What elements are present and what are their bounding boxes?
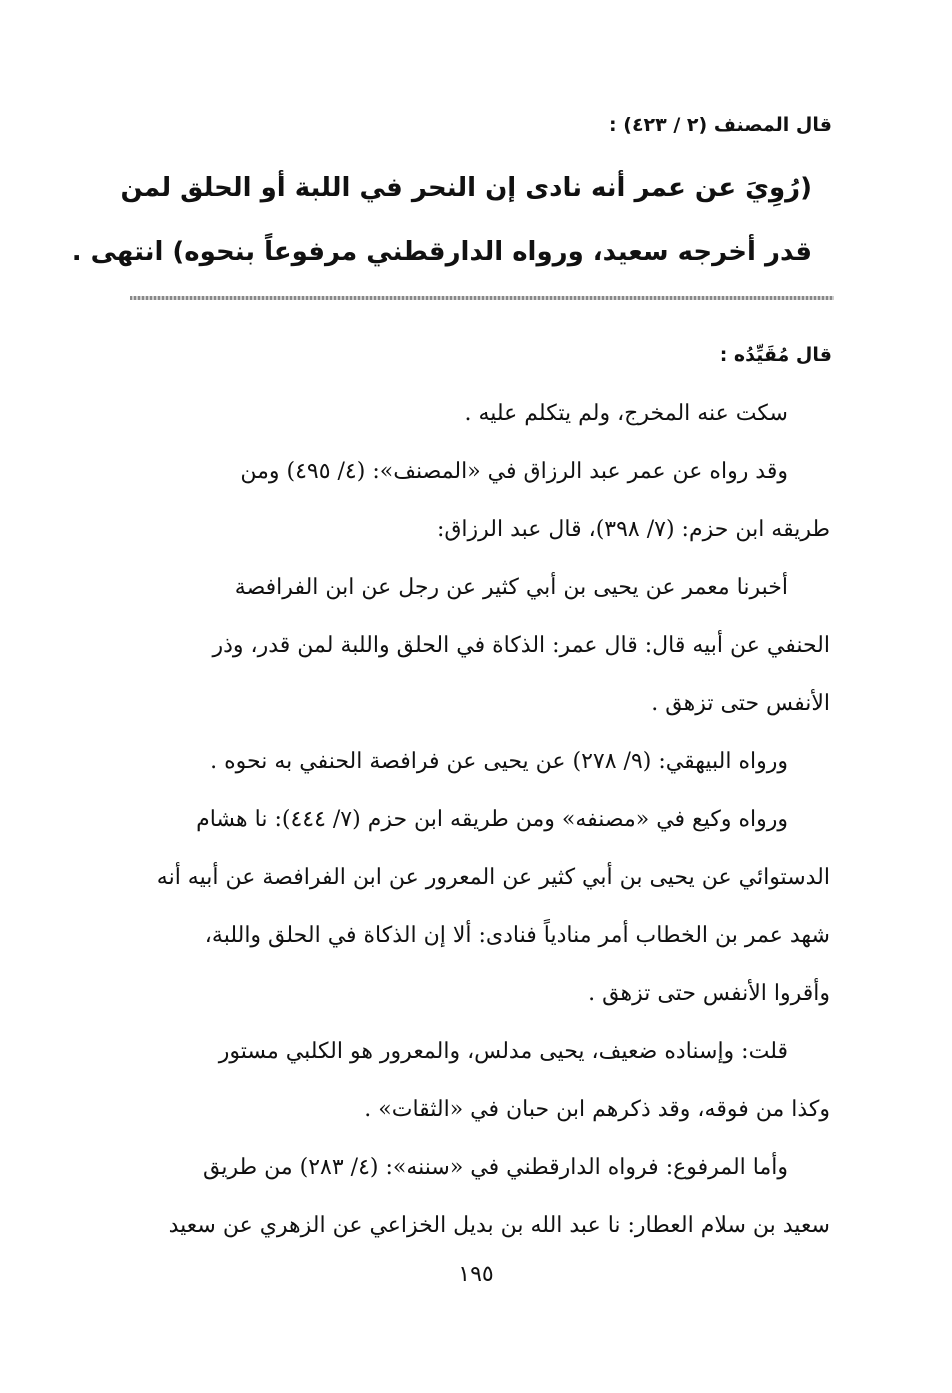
paragraph-line: وقد رواه عن عمر عبد الرزاق في «المصنف»: (٤/ ٤٩٥) ومن: [240, 459, 788, 484]
quote-line: قدر أخرجه سعيد، ورواه الدارقطني مرفوعاً بنحوه) انتهى .: [71, 237, 812, 267]
paragraph-line: وأقروا الأنفس حتى تزهق .: [588, 981, 830, 1006]
page-number: ١٩٥: [458, 1262, 494, 1287]
commentary-body: [130, 385, 830, 1255]
paragraph-line: وأما المرفوع: فرواه الدارقطني في «سننه»: (٤/ ٢٨٣) من طريق: [202, 1155, 788, 1180]
quoted-text: [71, 156, 812, 284]
paragraph-line: الحنفي عن أبيه قال: قال عمر: الذكاة في الحلق واللبة لمن قدر، وذر: [212, 633, 830, 658]
paragraph-line: الأنفس حتى تزهق .: [651, 691, 830, 716]
quote-line: (رُوِيَ عن عمر أنه نادى إن النحر في اللبة أو الحلق لمن: [120, 173, 812, 203]
paragraph-line: قلت: وإسناده ضعيف، يحيى مدلس، والمعرور هو الكلبي مستور: [218, 1039, 788, 1064]
paragraph-line: سكت عنه المخرج، ولم يتكلم عليه .: [464, 401, 788, 426]
paragraph-line: وكذا من فوقه، وقد ذكرهم ابن حبان في «الثقات» .: [364, 1097, 830, 1122]
section-divider: [130, 296, 834, 300]
paragraph-line: شهد عمر بن الخطاب أمر منادياً فنادى: ألا إن الذكاة في الحلق واللبة،: [204, 923, 830, 948]
paragraph-line: أخبرنا معمر عن يحيى بن أبي كثير عن رجل عن ابن الفرافصة: [234, 575, 788, 600]
commentary-heading: قال مُقَيِّدُه :: [719, 344, 832, 366]
section-heading: قال المصنف (٢ / ٤٢٣) :: [609, 114, 832, 136]
paragraph-line: ورواه البيهقي: (٩/ ٢٧٨) عن يحيى عن فرافصة الحنفي به نحوه .: [210, 749, 788, 774]
paragraph-line: سعيد بن سلام العطار: نا عبد الله بن بديل الخزاعي عن الزهري عن سعيد: [168, 1213, 830, 1238]
paragraph-line: ورواه وكيع في «مصنفه» ومن طريقه ابن حزم (٧/ ٤٤٤): نا هشام: [196, 807, 788, 832]
paragraph-line: الدستوائي عن يحيى بن أبي كثير عن المعرور عن ابن الفرافصة عن أبيه أنه: [156, 865, 830, 890]
paragraph-line: طريقه ابن حزم: (٧/ ٣٩٨)، قال عبد الرزاق:: [436, 517, 830, 542]
